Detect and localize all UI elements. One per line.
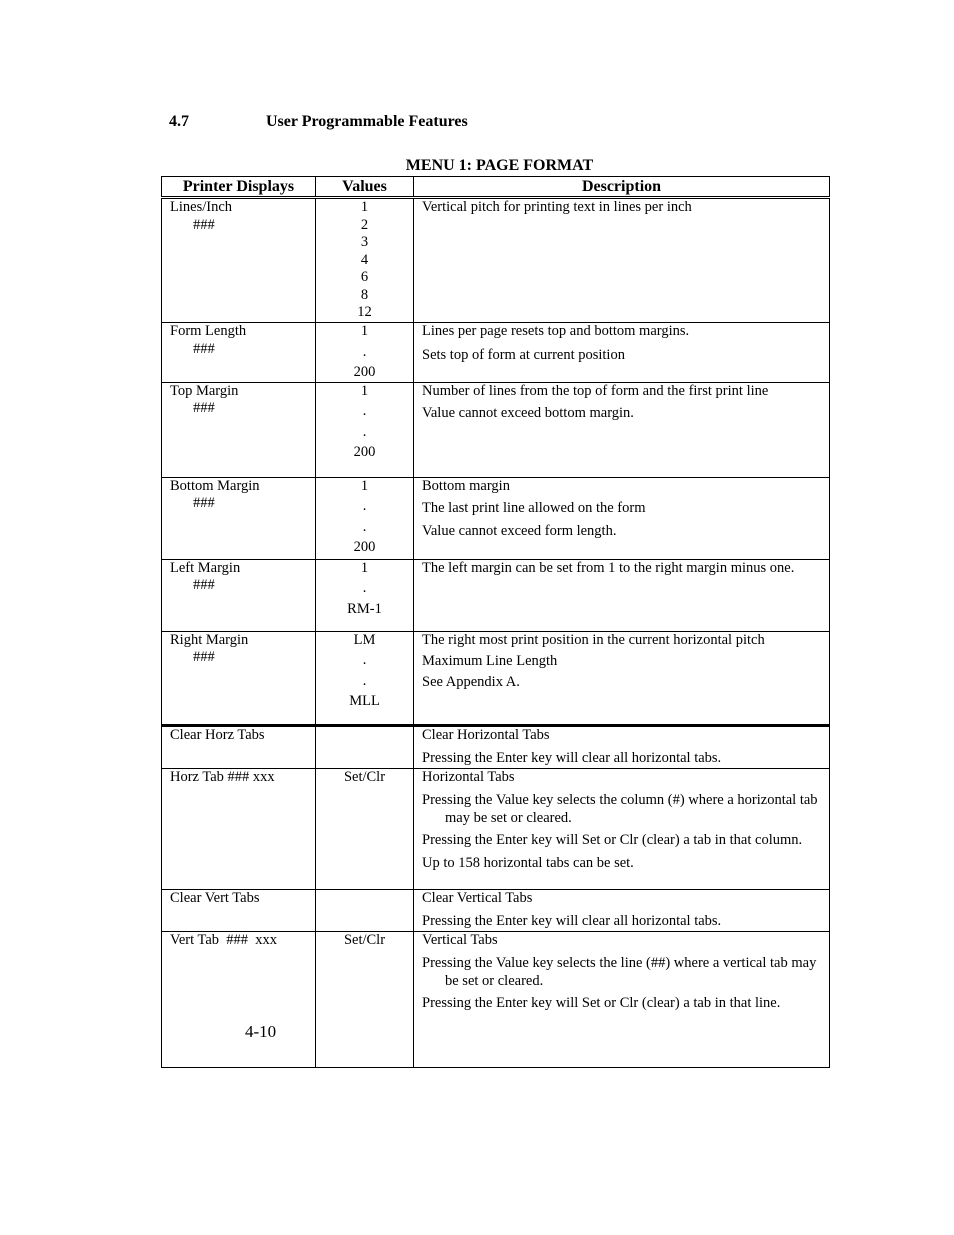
value-item: . bbox=[362, 518, 367, 535]
menu-table bbox=[161, 176, 830, 1068]
table-row bbox=[162, 323, 830, 383]
description-cell bbox=[414, 631, 830, 725]
description-paragraph: Up to 158 horizontal tabs can be set. bbox=[422, 854, 634, 871]
description-paragraph: Horizontal Tabs bbox=[422, 768, 515, 785]
value-item: . bbox=[362, 652, 367, 668]
printer-display-value-placeholder: ### bbox=[193, 495, 215, 511]
description-paragraph: The right most print position in the current horizontal pitch bbox=[422, 631, 765, 648]
table-row bbox=[162, 725, 830, 768]
description-cell bbox=[414, 725, 830, 768]
printer-display-value-placeholder: ### bbox=[193, 577, 215, 593]
description-paragraph: Clear Vertical Tabs bbox=[422, 889, 533, 906]
value-item: 1 bbox=[360, 477, 369, 494]
values-cell bbox=[316, 931, 414, 1067]
printer-display-cell bbox=[162, 889, 316, 931]
value-item: MLL bbox=[349, 693, 380, 709]
value-item: 1 bbox=[360, 199, 369, 215]
values-cell bbox=[316, 559, 414, 631]
description-paragraph: Sets top of form at current position bbox=[422, 346, 625, 363]
section-title: User Programmable Features bbox=[266, 113, 468, 130]
value-item: 12 bbox=[357, 304, 372, 320]
table-row bbox=[162, 559, 830, 631]
printer-display-label: Top Margin bbox=[170, 382, 239, 399]
value-item: 200 bbox=[353, 364, 376, 380]
value-item: 8 bbox=[360, 286, 369, 303]
values-cell bbox=[316, 382, 414, 477]
value-item: 3 bbox=[360, 234, 369, 250]
value-item: 1 bbox=[360, 323, 369, 339]
printer-display-cell bbox=[162, 559, 316, 631]
description-paragraph: Bottom margin bbox=[422, 477, 510, 494]
printer-display-cell bbox=[162, 725, 316, 768]
value-item: . bbox=[362, 423, 367, 440]
description-paragraph: Pressing the Enter key will clear all horizontal tabs. bbox=[422, 750, 722, 766]
printer-display-value-placeholder: ### bbox=[193, 216, 215, 233]
description-paragraph: Vertical Tabs bbox=[422, 931, 498, 948]
description-paragraph: Maximum Line Length bbox=[422, 653, 558, 669]
printer-display-label: Clear Vert Tabs bbox=[170, 889, 260, 906]
printer-display-cell bbox=[162, 931, 316, 1067]
value-item: . bbox=[362, 672, 367, 689]
values-cell bbox=[316, 477, 414, 559]
description-cell bbox=[414, 382, 830, 477]
description-paragraph: Pressing the Value key selects the column (#) where a horizontal tab may be set or cleared. bbox=[422, 792, 818, 826]
table-header-row bbox=[162, 177, 830, 198]
column-header-values: Values bbox=[316, 177, 414, 198]
printer-display-label: Bottom Margin bbox=[170, 477, 260, 494]
value-item: . bbox=[362, 343, 367, 360]
description-cell bbox=[414, 198, 830, 323]
section-number: 4.7 bbox=[169, 113, 189, 130]
description-paragraph: Value cannot exceed bottom margin. bbox=[422, 405, 634, 421]
value-item: Set/Clr bbox=[343, 768, 386, 785]
printer-display-label: Left Margin bbox=[170, 559, 241, 576]
table-caption-text: MENU 1: PAGE FORMAT bbox=[405, 157, 594, 174]
description-paragraph: The last print line allowed on the form bbox=[422, 500, 646, 516]
value-item: Set/Clr bbox=[343, 931, 386, 948]
table-row bbox=[162, 931, 830, 1067]
value-item: 1 bbox=[360, 382, 369, 399]
page-number: 4-10 bbox=[245, 1022, 277, 1041]
table-row bbox=[162, 889, 830, 931]
table-row bbox=[162, 477, 830, 559]
printer-display-label: Lines/Inch bbox=[170, 199, 233, 215]
printer-display-label: Right Margin bbox=[170, 631, 249, 648]
column-header-printer-displays: Printer Displays bbox=[162, 177, 316, 198]
value-item: . bbox=[362, 580, 367, 596]
description-paragraph: Vertical pitch for printing text in lines per inch bbox=[422, 199, 692, 215]
value-item: . bbox=[362, 403, 367, 419]
value-item: . bbox=[362, 498, 367, 514]
description-paragraph: See Appendix A. bbox=[422, 673, 520, 690]
printer-display-value-placeholder: ### bbox=[193, 649, 215, 665]
value-item: 6 bbox=[360, 269, 369, 285]
value-item: RM-1 bbox=[347, 600, 382, 617]
description-paragraph: Pressing the Enter key will Set or Clr (clear) a tab in that column. bbox=[422, 832, 803, 848]
value-item: LM bbox=[353, 631, 376, 648]
description-paragraph: Lines per page resets top and bottom margins. bbox=[422, 323, 690, 339]
printer-display-cell bbox=[162, 382, 316, 477]
table-row bbox=[162, 198, 830, 323]
table-body bbox=[162, 198, 830, 1068]
description-cell bbox=[414, 477, 830, 559]
values-cell bbox=[316, 631, 414, 725]
description-paragraph: Clear Horizontal Tabs bbox=[422, 726, 550, 743]
printer-display-cell bbox=[162, 323, 316, 383]
description-paragraph: Pressing the Enter key will Set or Clr (clear) a tab in that line. bbox=[422, 995, 781, 1011]
table-row bbox=[162, 768, 830, 889]
description-cell bbox=[414, 889, 830, 931]
printer-display-label: Clear Horz Tabs bbox=[170, 726, 265, 743]
value-item: 200 bbox=[353, 444, 376, 460]
printer-display-cell bbox=[162, 477, 316, 559]
value-item: 2 bbox=[360, 216, 369, 233]
description-paragraph: Value cannot exceed form length. bbox=[422, 522, 617, 539]
printer-display-label: Form Length bbox=[170, 323, 247, 339]
value-item: 1 bbox=[360, 559, 369, 576]
description-cell bbox=[414, 931, 830, 1067]
description-cell bbox=[414, 323, 830, 383]
printer-display-label: Horz Tab ### xxx bbox=[170, 768, 275, 785]
printer-display-cell bbox=[162, 631, 316, 725]
description-cell bbox=[414, 559, 830, 631]
table-caption bbox=[161, 156, 828, 176]
description-paragraph: The left margin can be set from 1 to the right margin minus one. bbox=[422, 559, 795, 576]
printer-display-value-placeholder: ### bbox=[193, 400, 215, 416]
values-cell bbox=[316, 768, 414, 889]
table-row bbox=[162, 382, 830, 477]
printer-display-value-placeholder: ### bbox=[193, 340, 215, 357]
description-paragraph: Pressing the Enter key will clear all horizontal tabs. bbox=[422, 913, 722, 929]
printer-display-cell bbox=[162, 198, 316, 323]
table-row bbox=[162, 631, 830, 725]
description-paragraph: Pressing the Value key selects the line (##) where a vertical tab may be set or cleared. bbox=[422, 955, 817, 989]
values-cell bbox=[316, 725, 414, 768]
description-cell bbox=[414, 768, 830, 889]
description-paragraph: Number of lines from the top of form and the first print line bbox=[422, 382, 769, 399]
values-cell bbox=[316, 889, 414, 931]
section-heading bbox=[169, 113, 468, 131]
values-cell bbox=[316, 198, 414, 323]
values-cell bbox=[316, 323, 414, 383]
value-item: 200 bbox=[353, 539, 376, 555]
printer-display-cell bbox=[162, 768, 316, 889]
value-item: 4 bbox=[360, 251, 369, 268]
printer-display-label: Vert Tab ### xxx bbox=[170, 931, 278, 948]
column-header-description: Description bbox=[414, 177, 830, 198]
